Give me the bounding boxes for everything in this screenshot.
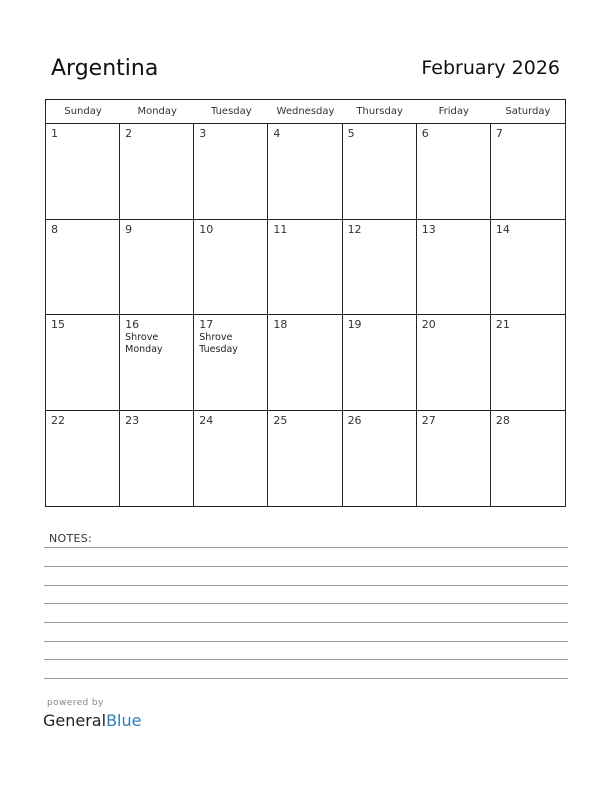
weekday-thursday: Thursday xyxy=(356,106,403,117)
day-cell xyxy=(417,220,491,315)
day-number: 11 xyxy=(273,222,288,236)
day-cell xyxy=(343,220,417,315)
notes-line xyxy=(44,603,568,604)
calendar-grid xyxy=(45,99,566,507)
calendar-month-title: February 2026 xyxy=(421,57,560,79)
weekday-tuesday: Tuesday xyxy=(211,106,252,117)
day-cell xyxy=(268,315,342,410)
weekday-friday: Friday xyxy=(438,106,469,117)
week-row xyxy=(46,315,565,411)
day-number: 21 xyxy=(495,318,510,331)
day-cell xyxy=(268,411,342,507)
notes-line xyxy=(44,547,568,548)
weeks-container xyxy=(46,124,565,506)
day-cell xyxy=(120,315,194,410)
holiday-label: Shrove Tuesday xyxy=(199,332,238,355)
day-number: 16 xyxy=(125,318,140,331)
day-cell xyxy=(343,315,417,410)
day-number: 27 xyxy=(421,413,436,427)
holiday-label: Shrove Monday xyxy=(125,332,163,355)
day-cell xyxy=(120,124,194,219)
day-number: 12 xyxy=(347,222,362,236)
day-number: 1 xyxy=(51,127,58,140)
day-cell xyxy=(194,220,268,315)
notes-line xyxy=(44,585,568,586)
day-number: 17 xyxy=(199,318,214,331)
day-cell xyxy=(343,411,417,507)
day-number: 10 xyxy=(199,222,214,236)
day-cell xyxy=(194,315,268,410)
weekday-wednesday: Wednesday xyxy=(276,106,335,117)
powered-by-text: powered by xyxy=(47,698,104,708)
day-number: 6 xyxy=(421,127,429,140)
day-number: 15 xyxy=(51,318,65,331)
day-number: 28 xyxy=(495,413,510,427)
notes-line xyxy=(44,659,568,660)
day-cell xyxy=(120,220,194,315)
day-number: 18 xyxy=(273,318,288,331)
weekday-header-row xyxy=(46,100,565,124)
day-number: 24 xyxy=(199,413,214,427)
weekday-saturday: Saturday xyxy=(505,106,551,117)
day-number: 25 xyxy=(273,413,288,427)
notes-line xyxy=(44,678,568,679)
day-number: 26 xyxy=(347,413,362,427)
day-cell xyxy=(417,411,491,507)
day-cell xyxy=(491,220,565,315)
day-number: 3 xyxy=(199,127,207,140)
day-number: 19 xyxy=(347,318,362,331)
calendar-country-title: Argentina xyxy=(51,56,159,81)
day-number: 13 xyxy=(421,222,436,236)
day-cell xyxy=(417,315,491,410)
day-number: 5 xyxy=(347,127,355,140)
day-number: 20 xyxy=(421,318,436,331)
day-number: 9 xyxy=(125,222,133,236)
weekday-monday: Monday xyxy=(137,106,177,117)
day-cell xyxy=(491,315,565,410)
notes-line xyxy=(44,622,568,623)
day-cell xyxy=(491,124,565,219)
day-cell xyxy=(268,124,342,219)
day-cell xyxy=(46,411,120,507)
day-number: 8 xyxy=(51,222,58,236)
notes-label: NOTES: xyxy=(49,532,93,545)
notes-line xyxy=(44,566,568,567)
day-number: 23 xyxy=(125,413,140,427)
day-cell xyxy=(46,315,120,410)
day-cell xyxy=(491,411,565,507)
day-number: 14 xyxy=(495,222,510,236)
day-number: 22 xyxy=(51,413,65,427)
day-cell xyxy=(194,124,268,219)
week-row xyxy=(46,124,565,220)
day-cell xyxy=(46,124,120,219)
day-number: 2 xyxy=(125,127,133,140)
day-cell xyxy=(343,124,417,219)
generalblue-logo xyxy=(43,711,141,730)
day-number: 7 xyxy=(495,127,503,140)
notes-line xyxy=(44,641,568,642)
week-row xyxy=(46,411,565,507)
day-cell xyxy=(46,220,120,315)
logo-part-general: General xyxy=(43,711,107,730)
week-row xyxy=(46,220,565,316)
weekday-sunday: Sunday xyxy=(64,106,102,117)
day-cell xyxy=(268,220,342,315)
day-number: 4 xyxy=(273,127,281,140)
day-cell xyxy=(417,124,491,219)
day-cell xyxy=(120,411,194,507)
logo-part-blue: Blue xyxy=(106,711,142,730)
day-cell xyxy=(194,411,268,507)
